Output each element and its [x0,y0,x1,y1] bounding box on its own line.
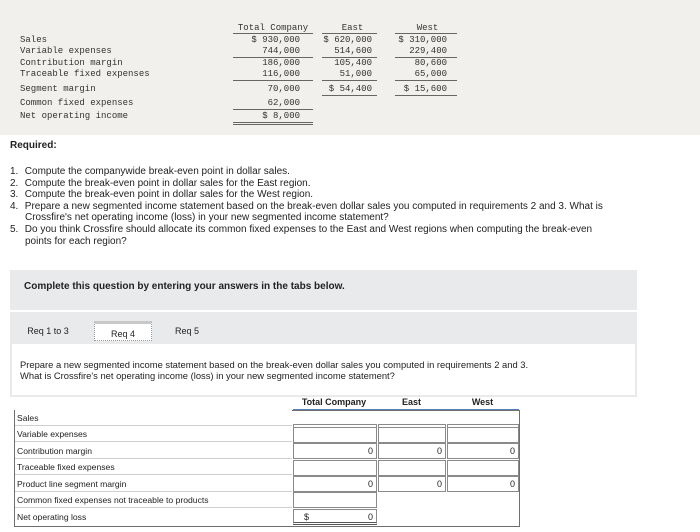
variable-expenses-east-input[interactable] [378,427,446,443]
stmt-cell: 62,000 [267,98,300,108]
requirement-text: Compute the companywide break-even point in dollar sales. [24,166,290,177]
answer-row-label: Sales [15,410,292,426]
stmt-subtotal-underline [322,80,377,81]
stmt-row-label: Sales [20,35,48,45]
stmt-row-label: Traceable fixed expenses [20,69,150,79]
currency-symbol: $ [304,512,310,522]
stmt-subtotal-underline [233,80,313,81]
answer-header-west: West [471,397,494,407]
stmt-cell: $ 15,600 [403,84,447,94]
stmt-cell: 514,600 [334,46,372,56]
traceable-fixed-west-input[interactable] [447,460,519,476]
answer-row-label: Traceable fixed expenses [15,459,292,475]
stmt-row-label: Net operating income [20,111,129,121]
stmt-header-underline [233,33,313,34]
instruction-line: What is Crossfire's net operating income (loss) in your new segmented income statement? [20,370,395,381]
stmt-cell: 80,600 [414,58,447,68]
contribution-margin-east: 0 [378,443,446,459]
stmt-total-underline [395,95,457,96]
required-heading: Required: [10,140,57,151]
stmt-row-label: Common fixed expenses [20,98,134,108]
requirement-text: Do you think Crossfire should allocate its common fixed expenses to the East and West regions when computing the break-even [24,223,593,235]
stmt-row-label: Contribution margin [20,58,123,68]
stmt-cell: 229,400 [409,46,447,56]
segment-margin-total: 0 [293,476,377,492]
stmt-row-label: Segment margin [20,84,96,94]
requirement-number: 4. [10,200,19,212]
answer-row-label: Variable expenses [15,426,292,442]
instruction-line: Prepare a new segmented income statement based on the break-even dollar sales you computed in requirements 2 and 3. [20,359,529,370]
net-operating-loss-total: $ 0 [293,509,377,525]
answer-header-total: Total Company [301,397,367,407]
answer-row-label: Net operating loss [15,509,292,525]
stmt-header-east: East [341,23,364,33]
tab-req-4[interactable]: Req 4 [94,321,152,341]
stmt-header-west: West [416,23,439,33]
stmt-cell: $ 930,000 [251,35,300,45]
requirement-text: Prepare a new segmented income statement based on the break-even dollar sales you computed in requirements 2 and 3. What is [24,200,603,212]
variable-expenses-total-input[interactable] [293,427,377,443]
stmt-cell: $ 620,000 [323,35,372,45]
requirement-continuation: Crossfire's net operating income (loss) in your new segmented income statement? [25,212,389,224]
requirement-number: 5. [10,223,19,235]
contribution-margin-total: 0 [293,443,377,459]
stmt-cell: $ 8,000 [262,111,300,121]
contribution-margin-west: 0 [447,443,519,459]
requirement-item [10,201,695,213]
requirement-text: Compute the break-even point in dollar sales for the West region. [24,189,314,201]
common-fixed-total-input[interactable] [293,492,377,508]
stmt-row-label: Variable expenses [20,46,112,56]
answer-header-east: East [401,397,421,407]
stmt-cell: 116,000 [262,69,300,79]
requirement-item [10,166,695,178]
stmt-header-underline [395,33,457,34]
answer-row-label: Contribution margin [15,443,292,459]
requirement-number: 3. [10,189,19,201]
stmt-total-underline [233,122,313,123]
requirement-item [10,224,695,236]
variable-expenses-west-input[interactable] [447,427,519,443]
answer-row-label: Product line segment margin [15,476,292,492]
stmt-cell: $ 54,400 [328,84,372,94]
instruction-banner: Complete this question by entering your answers in the tabs below. [10,270,637,310]
requirement-item [10,189,695,201]
tab-req-5[interactable]: Req 5 [164,321,210,341]
stmt-cell: 65,000 [414,69,447,79]
stmt-cell: 70,000 [267,84,300,94]
stmt-subtotal-underline [233,109,313,110]
requirement-number: 1. [10,166,19,177]
stmt-cell: 51,000 [339,69,372,79]
traceable-fixed-east-input[interactable] [378,460,446,476]
requirements-list [10,166,695,247]
segment-margin-east: 0 [378,476,446,492]
stmt-cell: 105,400 [334,58,372,68]
tab-instructions [20,359,630,381]
stmt-header-underline [322,33,377,34]
requirement-continuation: points for each region? [25,235,127,247]
stmt-cell: 186,000 [262,58,300,68]
answer-row-label: Common fixed expenses not traceable to products [15,492,292,508]
stmt-total-underline [322,95,377,96]
stmt-cell: $ 310,000 [398,35,447,45]
stmt-cell: 744,000 [262,46,300,56]
requirement-item [10,178,695,190]
traceable-fixed-total-input[interactable] [293,460,377,476]
requirement-number: 2. [10,177,19,189]
stmt-header-total: Total Company [237,23,309,33]
requirement-text: Compute the break-even point in dollar sales for the East region. [24,177,311,189]
segmented-statement [0,0,700,135]
segment-margin-west: 0 [447,476,519,492]
stmt-subtotal-underline [395,80,457,81]
tab-req-1-to-3[interactable]: Req 1 to 3 [20,321,76,341]
stmt-total-underline [233,124,313,125]
